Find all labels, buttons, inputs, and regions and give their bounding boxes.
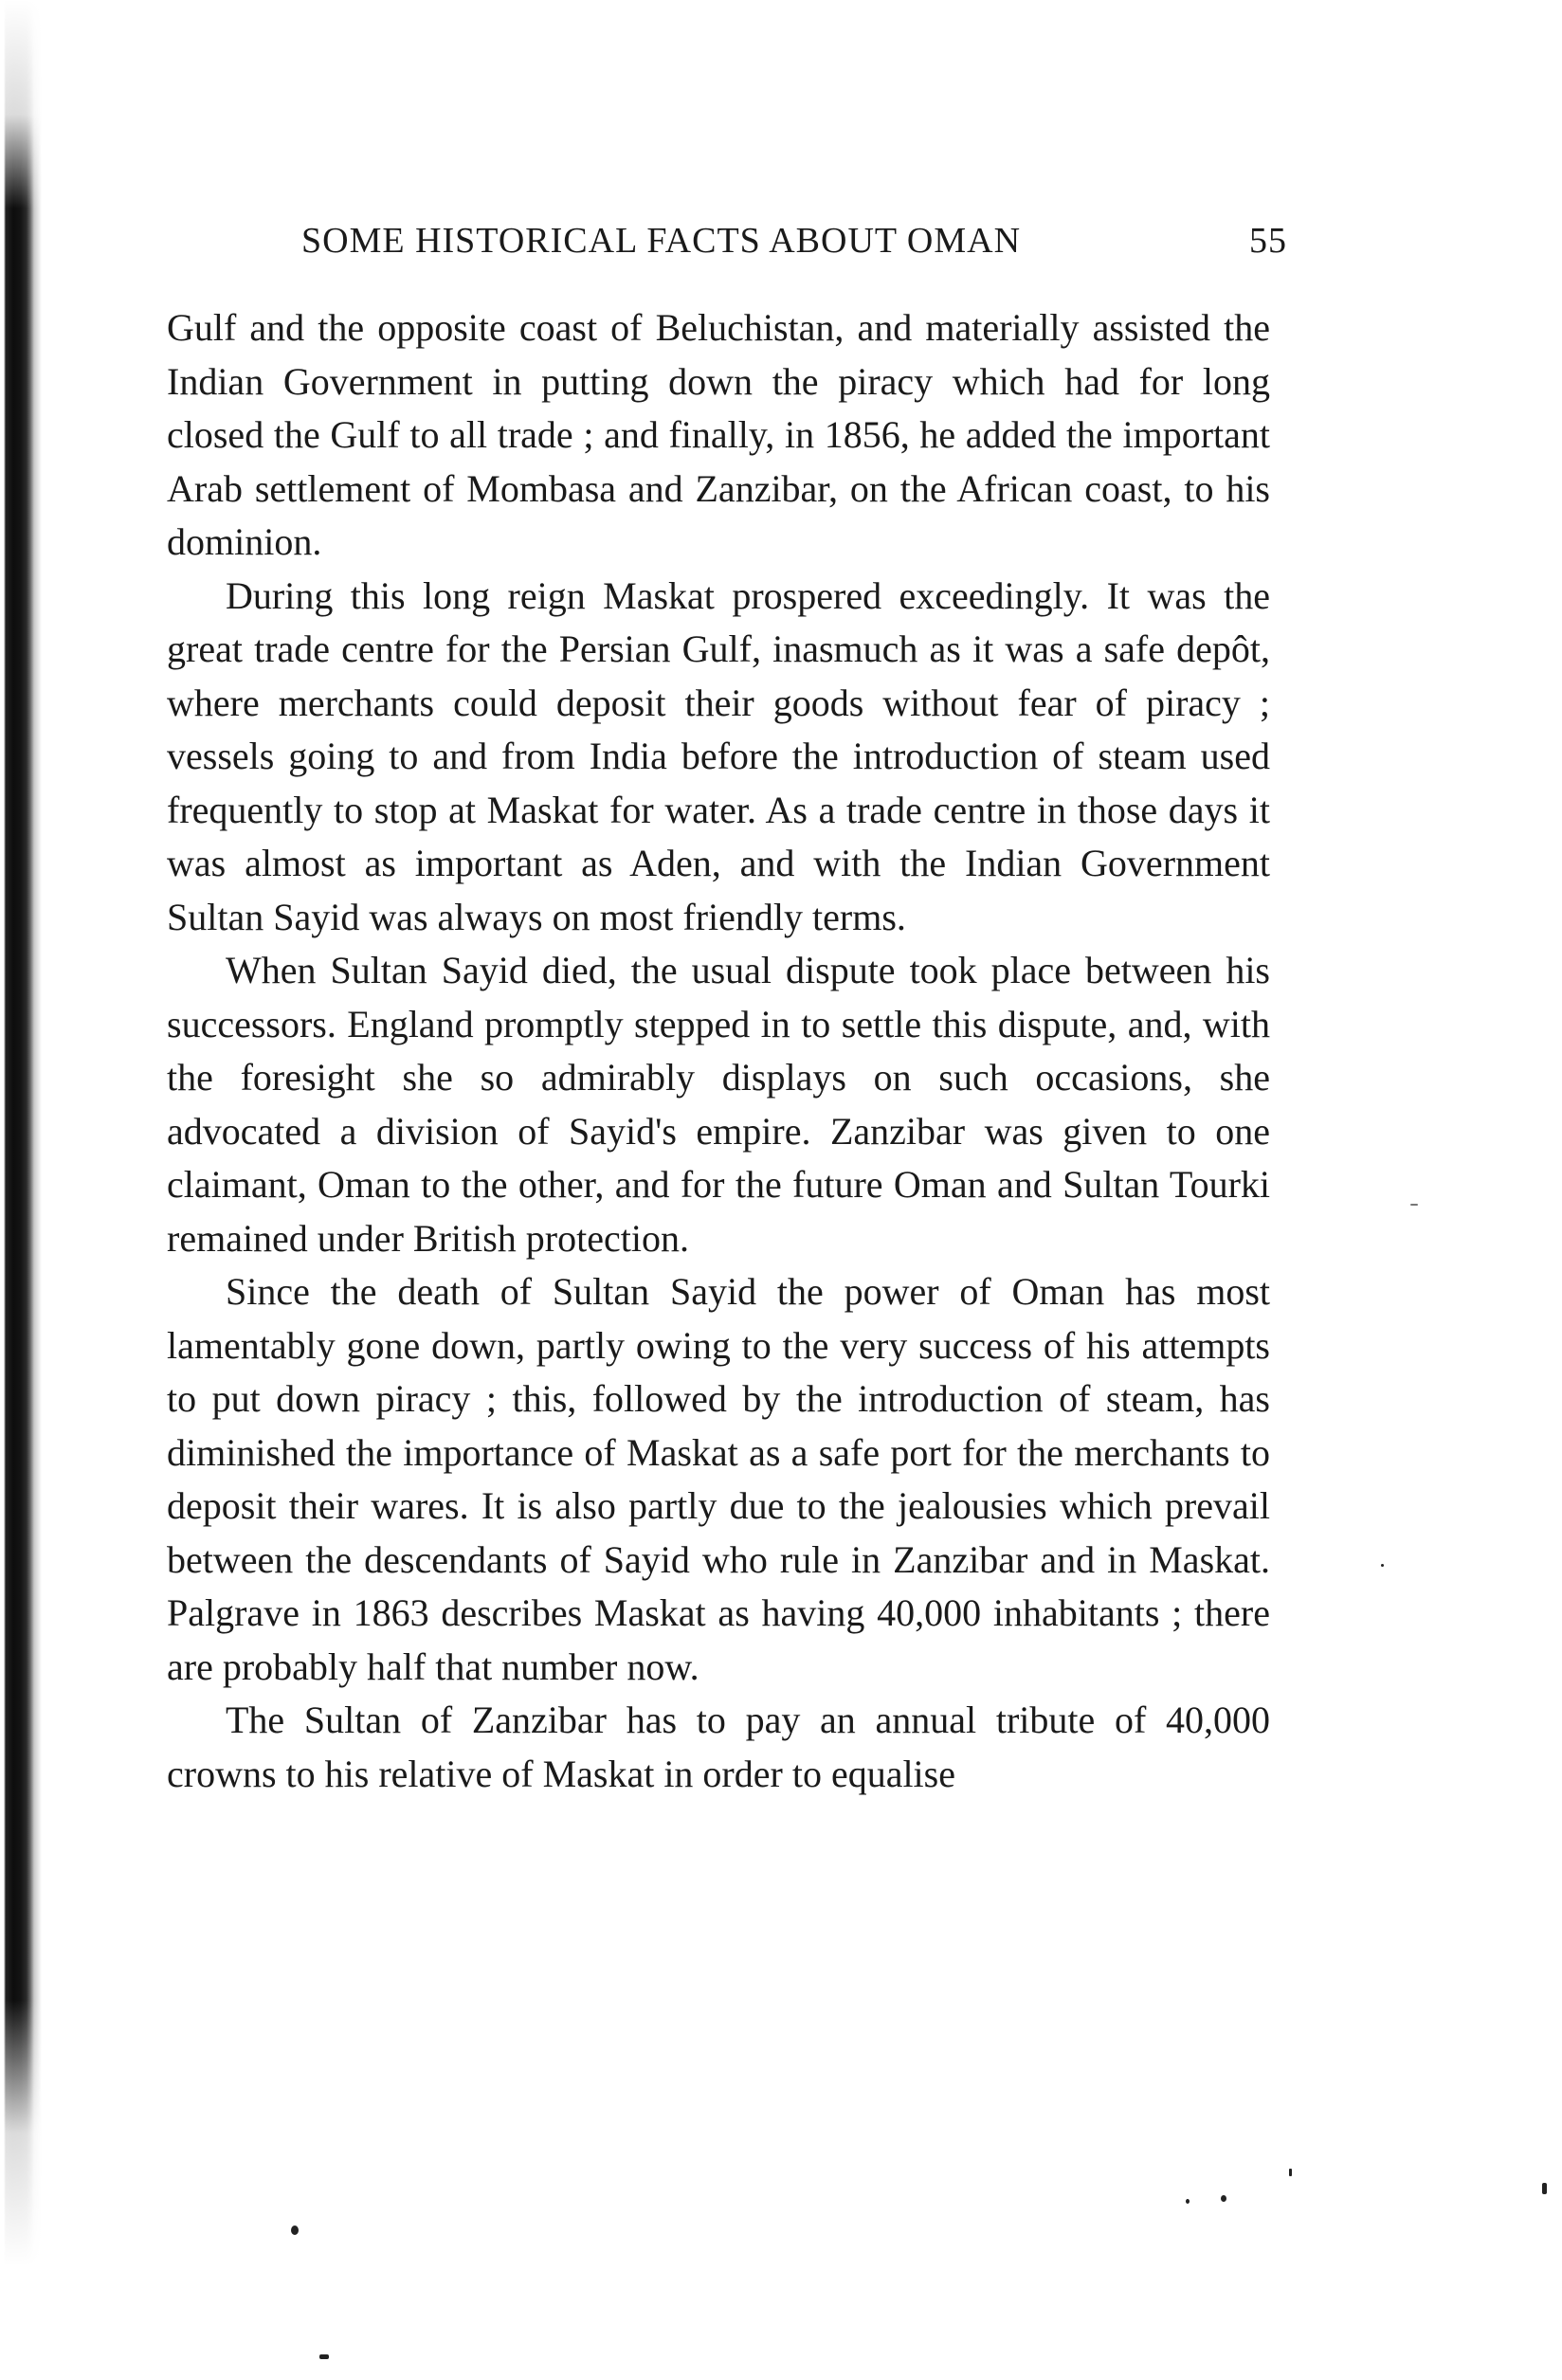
scan-speck	[1410, 1204, 1418, 1206]
binding-edge-fade-top	[0, 0, 55, 209]
scan-speck	[1381, 1564, 1384, 1567]
scan-speck	[1289, 2169, 1292, 2176]
running-title: SOME HISTORICAL FACTS ABOUT OMAN	[301, 221, 1022, 261]
body-text	[167, 301, 1270, 1801]
paragraph: When Sultan Sayid died, the usual dispute took place between his successors. England promptly stepped in to settle this dispute, and, with the foresight she so admirably displays on such occasions, she advocated a division of Sayid's empire. Zanzibar was given to one claimant, Oman to the other, and for the future Oman and Sultan Tourki remained under British protection.	[167, 949, 1270, 1260]
paragraph: The Sultan of Zanzibar has to pay an annual tribute of 40,000 crowns to his relative of Maskat in order to equalise	[167, 1699, 1270, 1795]
scan-speck	[319, 2354, 329, 2359]
paragraph-continuation: Gulf and the opposite coast of Beluchistan, and materially assisted the Indian Government in putting down the piracy which had for long closed the Gulf to all trade ; and finally, in 1856, he added the important Arab settlement of Mombasa and Zanzibar, on the African coast, to his dominion.	[167, 306, 1270, 563]
scan-speck	[1221, 2195, 1226, 2202]
page-number: 55	[1249, 221, 1287, 261]
running-header	[301, 220, 1287, 267]
scan-speck	[291, 2226, 299, 2235]
scan-speck	[1542, 2183, 1547, 2194]
paragraph: During this long reign Maskat prospered exceedingly. It was the great trade centre for the Persian Gulf, inasmuch as it was a safe depôt, where merchants could deposit their goods without fear of piracy ; vessels going to and from India before the introduction of steam used frequently to stop at Maskat for water. As a trade centre in those days it was almost as important as Aden, and with the Indian Government Sultan Sayid was always on most friendly terms.	[167, 573, 1270, 938]
paragraph: Since the death of Sultan Sayid the power of Oman has most lamentably gone down, partly owing to the very success of his attempts to put down piracy ; this, followed by the introduction of steam, has diminished the importance of Maskat as a safe port for the merchants to deposit their wares. It is also partly due to the jealousies which prevail between the descendants of Sayid who rule in Zanzibar and in Maskat. Palgrave in 1863 describes Maskat as having 40,000 inhabitants ; there are probably half that number now.	[167, 1270, 1270, 1688]
scan-speck	[1186, 2199, 1190, 2204]
binding-edge-fade-bottom	[0, 2000, 55, 2380]
